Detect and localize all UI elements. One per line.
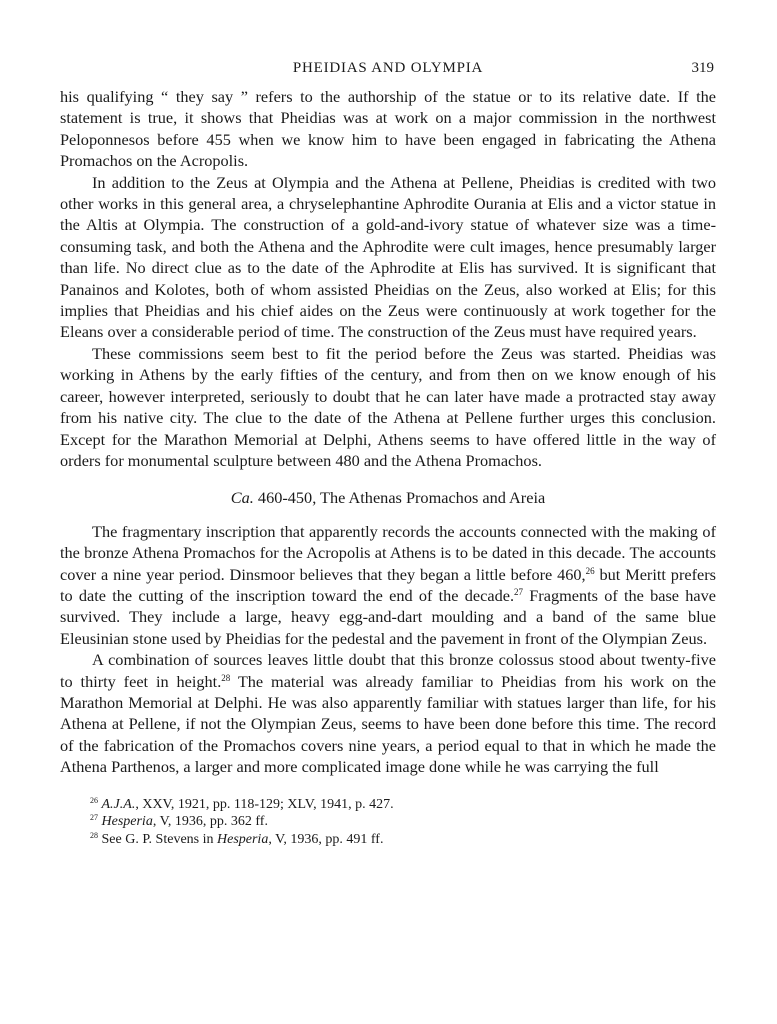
paragraph-2: In addition to the Zeus at Olympia and the Athena at Pellene, Pheidias is credited with two other works in this general area, a chryselephantine Aphrodite Ourania at Elis and a victor statue in the Altis at Olympia. The construction of a gold-and-ivory statue of whatever size was a time-consuming task, and both the Athena and the Aphrodite were cult images, hence presumably larger than life. No direct clue as to the date of the Aphrodite at Elis has survived. It is significant that Panainos and Kolotes, both of whom assisted Pheidias on the Zeus, also worked at Elis; for this implies that Pheidias and his chief aides on the Zeus were continuously at work together for the Eleans over a considerable period of time. The construction of the Zeus must have required years.	[60, 172, 716, 342]
paragraph-4-part-3: Fragments of the base have survived. They include a large, heavy egg-and-dart moulding and a band of the same blue Eleusinian stone used by Pheidias for the pedestal and the pavement in front of the Olympian Zeus.	[60, 585, 716, 648]
paragraph-5	[60, 649, 716, 777]
running-head	[60, 58, 716, 86]
page-number: 319	[691, 60, 714, 76]
footnotes	[60, 796, 716, 849]
footnote-citation: , XXV, 1921, pp. 118-129; XLV, 1941, p. 427.	[135, 796, 394, 812]
footnote-ref-28[interactable]: 28	[221, 672, 231, 683]
paragraph-1: his qualifying “ they say ” refers to the authorship of the statue or to its relative date. If the statement is true, it shows that Pheidias was at work on a major commission in the northwest Peloponnesos before 455 when we know him to have been engaged in fabricating the Athena Promachos on the Acropolis.	[60, 87, 716, 171]
footnote-citation: , V, 1936, pp. 491 ff.	[268, 831, 384, 847]
page	[60, 58, 716, 848]
footnote-number: 27	[90, 813, 98, 823]
footnote-27	[90, 813, 716, 831]
footnote-journal: Hesperia	[217, 831, 269, 847]
section-heading-text: 460-450, The Athenas Promachos and Areia	[253, 488, 546, 508]
footnote-26	[90, 796, 716, 814]
paragraph-4	[60, 521, 716, 649]
footnote-number: 26	[90, 795, 98, 805]
footnote-prefix: See G. P. Stevens in	[101, 831, 217, 847]
paragraph-5-part-1: A combination of sources leaves little doubt that this bronze colossus stood about twenty-five to thirty feet in height.	[60, 650, 716, 691]
paragraph-4-part-1: The fragmentary inscription that apparently records the accounts connected with the making of the bronze Athena Promachos for the Acropolis at Athens is to be dated in this decade. The accounts cover a nine year period. Dinsmoor believes that they began a little before 460,	[60, 521, 716, 584]
footnote-citation: , V, 1936, pp. 362 ff.	[152, 814, 268, 830]
section-heading-prefix: Ca.	[230, 488, 254, 508]
body-text	[60, 86, 716, 778]
paragraph-5-part-2: The material was already familiar to Pheidias from his work on the Marathon Memorial at Delphi. He was also apparently familiar with statues larger than life, for his Athena at Pellene, if not the Olympian Zeus, seems to have been done before this time. The record of the fabrication of the Promachos covers nine years, a period equal to that in which he made the Athena Parthenos, a larger and more complicated image done while he was carrying the full	[60, 671, 716, 777]
paragraph-4-part-2: but Meritt prefers to date the cutting of the inscription toward the end of the decade.	[60, 564, 716, 605]
footnote-ref-27[interactable]: 27	[514, 586, 524, 597]
paragraph-3: These commissions seem best to fit the period before the Zeus was started. Pheidias was working in Athens by the early fifties of the century, and from then on we know enough of his career, however interpreted, seriously to doubt that he can later have made a protracted stay away from his native city. The clue to the date of the Athena at Pellene further urges this conclusion. Except for the Marathon Memorial at Delphi, Athens seems to have offered little in the way of orders for monumental sculpture between 480 and the Athena Promachos.	[60, 343, 716, 470]
footnote-28	[90, 831, 716, 849]
footnote-ref-26[interactable]: 26	[585, 565, 595, 576]
footnote-number: 28	[90, 830, 98, 840]
running-title: PHEIDIAS AND OLYMPIA	[292, 60, 484, 76]
section-heading	[60, 487, 716, 508]
footnote-journal: A.J.A.	[101, 796, 136, 812]
footnote-journal: Hesperia	[101, 814, 153, 830]
